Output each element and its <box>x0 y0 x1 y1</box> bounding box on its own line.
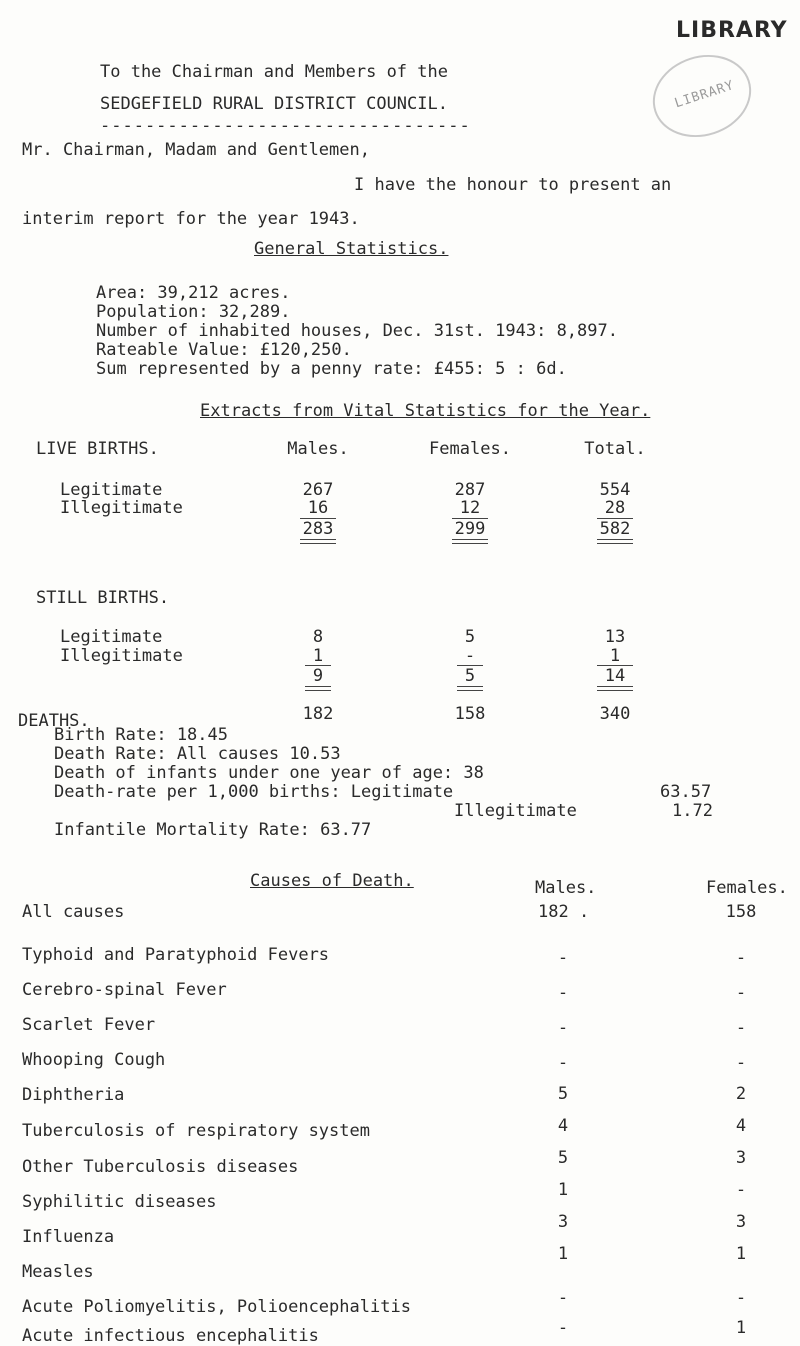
females-value: 5 <box>464 627 476 647</box>
cause-females-value: - <box>735 1180 747 1200</box>
females-value: 5 <box>464 666 476 686</box>
legitimate-rate: 63.57 <box>660 782 712 802</box>
cause-label: Typhoid and Paratyphoid Fevers <box>22 945 330 965</box>
cause-males-value: 1 <box>557 1244 569 1264</box>
cause-label: Acute infectious encephalitis <box>22 1326 319 1346</box>
council-name: SEDGEFIELD RURAL DISTRICT COUNCIL. <box>100 94 448 114</box>
males-value: 283 <box>302 519 334 539</box>
cause-females-value: - <box>735 1018 747 1038</box>
causes-col-males: Males. <box>535 878 597 898</box>
rateable-value: Rateable Value: £120,250. <box>96 340 352 360</box>
cause-males-value: 5 <box>557 1084 569 1104</box>
males-value: 9 <box>312 666 324 686</box>
row-label: Legitimate <box>60 627 163 647</box>
inhabited-houses: Number of inhabited houses, Dec. 31st. 1943: 8,897. <box>96 321 618 341</box>
penny-rate: Sum represented by a penny rate: £455: 5 : 6d. <box>96 359 567 379</box>
still-births-heading: STILL BIRTHS. <box>36 588 170 608</box>
cause-label: Scarlet Fever <box>22 1015 156 1035</box>
general-title: General Statistics. <box>254 239 449 259</box>
row-label: Illegitimate <box>60 646 183 666</box>
cause-label: Cerebro-spinal Fever <box>22 980 227 1000</box>
total-value: 28 <box>604 498 626 518</box>
live-births-heading: LIVE BIRTHS. <box>36 439 159 459</box>
total-value: 554 <box>599 480 631 500</box>
cause-females-value: 4 <box>735 1116 747 1136</box>
cause-label: Syphilitic diseases <box>22 1192 217 1212</box>
cause-males-value: 4 <box>557 1116 569 1136</box>
cause-label: Other Tuberculosis diseases <box>22 1157 299 1177</box>
library-header: LIBRARY <box>676 18 788 43</box>
col-females: Females. <box>429 439 511 459</box>
row-label: Legitimate <box>60 480 163 500</box>
cause-females-value: - <box>735 1288 747 1308</box>
infantile-mortality: Infantile Mortality Rate: 63.77 <box>54 820 372 840</box>
cause-females-value: 1 <box>735 1244 747 1264</box>
col-total: Total. <box>584 439 646 459</box>
cause-females-value: 1 <box>735 1318 747 1338</box>
illegitimate-rate: 1.72 <box>672 801 713 821</box>
cause-females-value: 3 <box>735 1148 747 1168</box>
total-value: 14 <box>604 666 626 686</box>
females-value: 158 <box>454 704 486 724</box>
males-value: 1 <box>312 646 324 666</box>
cause-males-value: - <box>557 1288 569 1308</box>
females-value: 299 <box>454 519 486 539</box>
females-value: 287 <box>454 480 486 500</box>
cause-label: Acute Poliomyelitis, Polioencephalitis <box>22 1297 411 1317</box>
cause-label: Whooping Cough <box>22 1050 166 1070</box>
cause-males-value: - <box>557 1318 569 1338</box>
death-rate: Death Rate: All causes 10.53 <box>54 744 341 764</box>
cause-label: Influenza <box>22 1227 115 1247</box>
deaths-label: DEATHS. <box>18 711 90 731</box>
cause-label: Measles <box>22 1262 94 1282</box>
birth-rate: Birth Rate: 18.45 <box>54 725 228 745</box>
males-value: 16 <box>307 498 329 518</box>
illegitimate-label: Illegitimate <box>454 801 577 821</box>
cause-females-value: 158 <box>725 902 757 922</box>
cause-males-value: 3 <box>557 1212 569 1232</box>
infant-rate-label: Death-rate per 1,000 births: Legitimate <box>54 782 454 802</box>
cause-females-value: 3 <box>735 1212 747 1232</box>
cause-females-value: - <box>735 948 747 968</box>
cause-females-value: - <box>735 1053 747 1073</box>
cause-males-value: - <box>557 1053 569 1073</box>
intro-line-1: I have the honour to present an <box>354 175 672 195</box>
causes-col-females: Females. <box>706 878 788 898</box>
cause-label: Diphtheria <box>22 1085 125 1105</box>
salutation: Mr. Chairman, Madam and Gentlemen, <box>22 140 370 160</box>
col-males: Males. <box>287 439 349 459</box>
females-value: 12 <box>459 498 481 518</box>
row-label: Illegitimate <box>60 498 183 518</box>
stamp-text: LIBRARY <box>672 77 737 112</box>
population: Population: 32,289. <box>96 302 291 322</box>
males-value: 267 <box>302 480 334 500</box>
total-value: 582 <box>599 519 631 539</box>
cause-males-value: - <box>557 983 569 1003</box>
library-stamp <box>642 43 762 150</box>
total-value: 13 <box>604 627 626 647</box>
cause-males-value: 1 <box>557 1180 569 1200</box>
area: Area: 39,212 acres. <box>96 283 291 303</box>
intro-line-2: interim report for the year 1943. <box>22 209 360 229</box>
total-value: 340 <box>599 704 631 724</box>
infant-deaths: Death of infants under one year of age: 38 <box>54 763 484 783</box>
cause-males-value: 5 <box>557 1148 569 1168</box>
cause-males-value: - <box>557 948 569 968</box>
males-value: 182 <box>302 704 334 724</box>
cause-females-value: - <box>735 983 747 1003</box>
cause-label: All causes <box>22 902 125 922</box>
cause-label: Tuberculosis of respiratory system <box>22 1121 370 1141</box>
dash-rule: --------------------------------- <box>100 116 471 136</box>
address-line: To the Chairman and Members of the <box>100 62 448 82</box>
causes-title: Causes of Death. <box>250 871 414 891</box>
cause-females-value: 2 <box>735 1084 747 1104</box>
males-value: 8 <box>312 627 324 647</box>
cause-males-value: - <box>557 1018 569 1038</box>
cause-males-value: 182 . <box>538 902 590 922</box>
females-value: - <box>464 646 476 666</box>
vital-title: Extracts from Vital Statistics for the Year. <box>200 401 651 421</box>
total-value: 1 <box>609 646 621 666</box>
